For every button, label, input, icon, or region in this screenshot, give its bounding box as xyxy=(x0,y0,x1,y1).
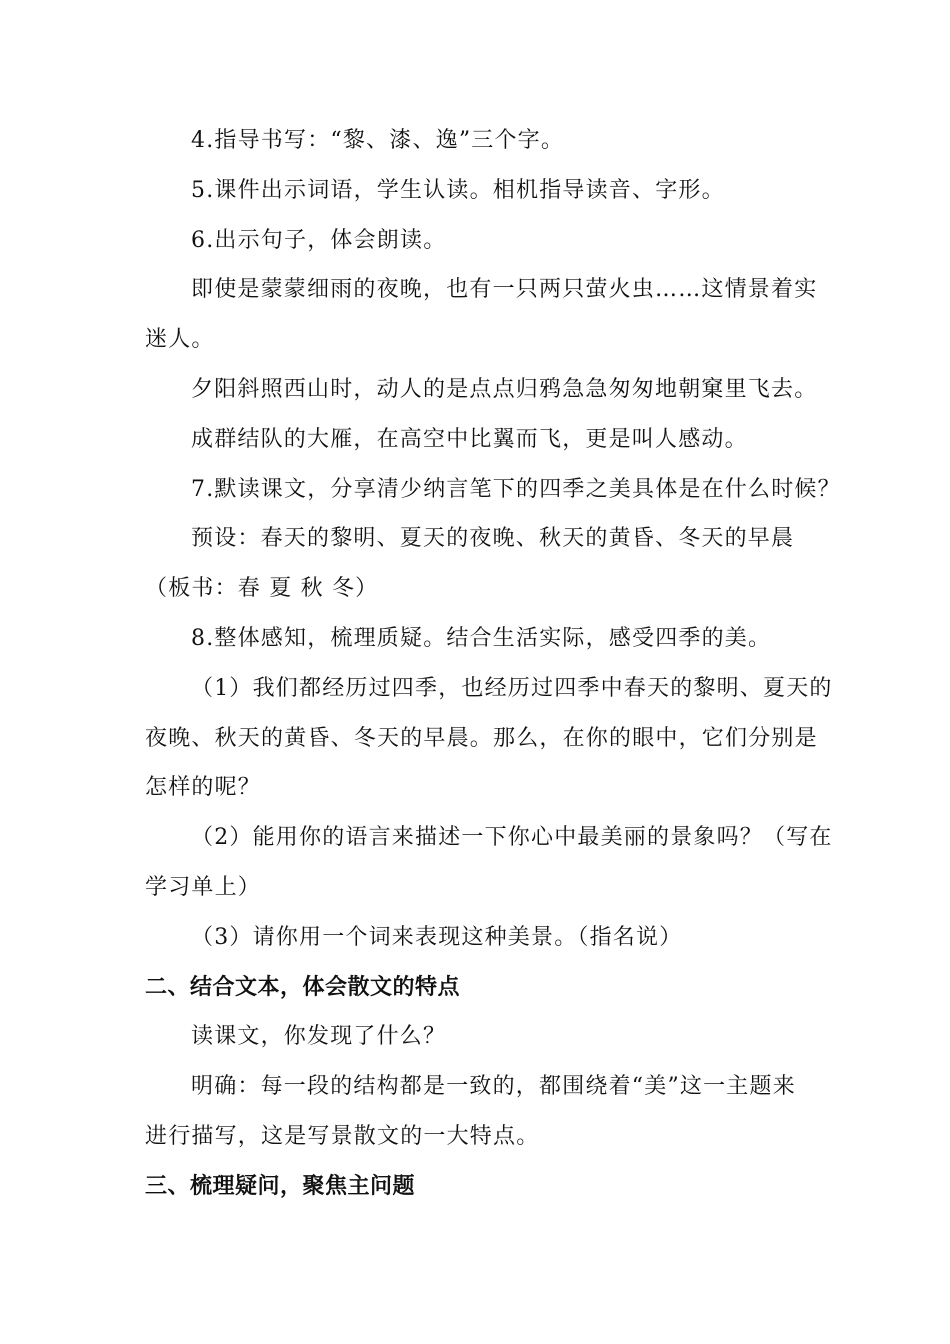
clarification-line-1: 明确：每一段的结构都是一致的，都围绕着“美”这一主题来 xyxy=(191,1074,796,1100)
step-5-vocabulary: 5.课件出示词语，学生认读。相机指导读音、字形。 xyxy=(191,177,725,203)
sentence-1-line-2: 迷人。 xyxy=(145,327,215,353)
question-1-line-1: （1）我们都经历过四季，也经历过四季中春天的黎明、夏天的 xyxy=(191,675,833,701)
preset-answer: 预设：春天的黎明、夏天的夜晚、秋天的黄昏、冬天的早晨 xyxy=(191,526,795,552)
sentence-3: 成群结队的大雁，在高空中比翼而飞，更是叫人感动。 xyxy=(191,426,748,452)
section-heading-3: 三、梳理疑问，聚焦主问题 xyxy=(145,1173,416,1199)
sentence-1-line-1: 即使是蒙蒙细雨的夜晚，也有一只两只萤火虫……这情景着实 xyxy=(191,277,818,303)
question-1-line-2: 夜晚、秋天的黄昏、冬天的早晨。那么，在你的眼中，它们分别是 xyxy=(145,725,818,751)
question-2-line-1: （2）能用你的语言来描述一下你心中最美丽的景象吗？（写在 xyxy=(191,825,833,851)
step-7-silent-reading: 7.默读课文，分享清少纳言笔下的四季之美具体是在什么时候？ xyxy=(191,476,841,502)
document-page xyxy=(145,116,841,1212)
section-heading-2: 二、结合文本，体会散文的特点 xyxy=(145,974,461,1000)
step-6-sentences: 6.出示句子，体会朗读。 xyxy=(191,227,447,253)
clarification-line-2: 进行描写，这是写景散文的一大特点。 xyxy=(145,1123,540,1149)
step-8-overall: 8.整体感知，梳理质疑。结合生活实际，感受四季的美。 xyxy=(191,625,772,651)
blackboard-note: （板书：春 夏 秋 冬） xyxy=(145,576,379,602)
read-prompt: 读课文，你发现了什么？ xyxy=(191,1024,447,1050)
sentence-2: 夕阳斜照西山时，动人的是点点归鸦急急匆匆地朝窠里飞去。 xyxy=(191,376,818,402)
question-1-line-3: 怎样的呢？ xyxy=(145,775,262,801)
question-2-line-2: 学习单上） xyxy=(145,874,262,900)
question-3: （3）请你用一个词来表现这种美景。（指名说） xyxy=(191,924,683,950)
step-4-writing-guidance: 4.指导书写：“黎、漆、逸”三个字。 xyxy=(191,128,565,153)
